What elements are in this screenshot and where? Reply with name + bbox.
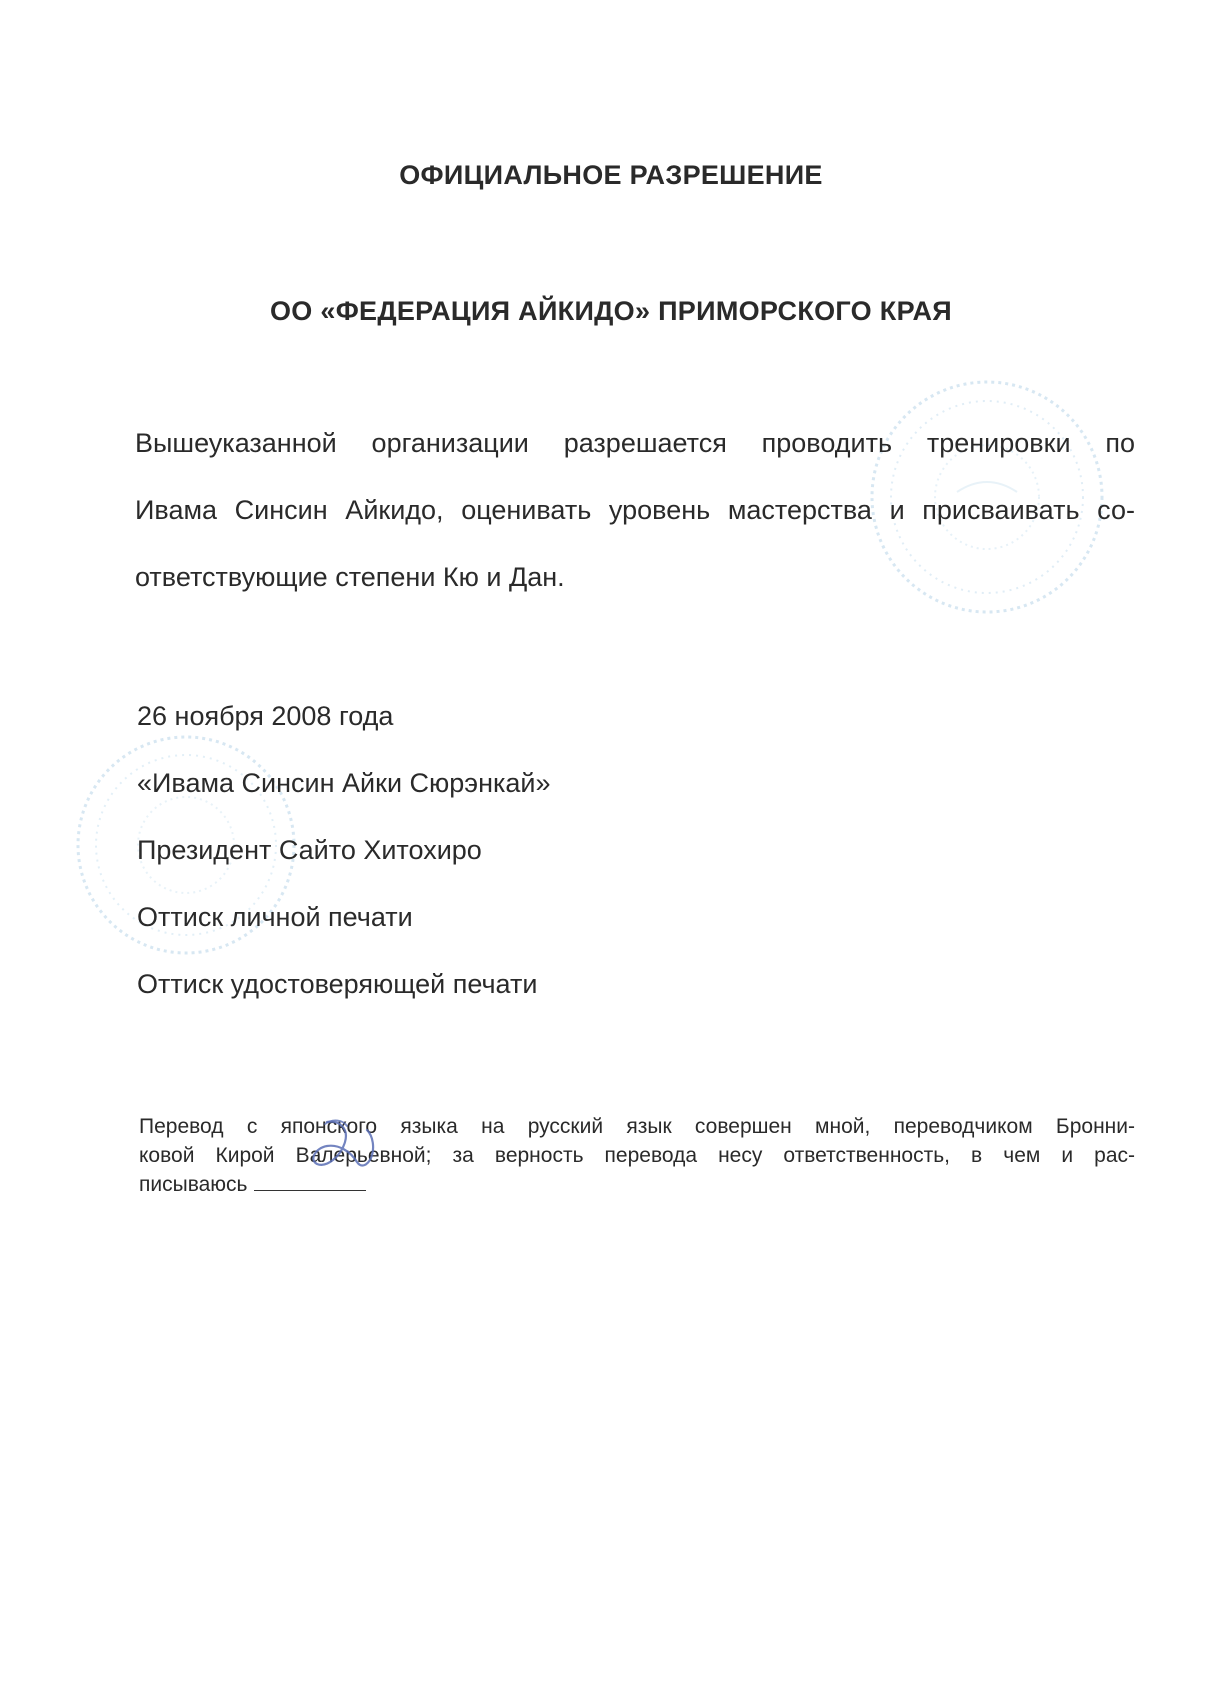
permission-paragraph — [135, 410, 1135, 611]
issuer-block — [137, 698, 551, 1033]
translator-line-text: писываюсь — [139, 1173, 248, 1196]
organization-title: ОО «ФЕДЕРАЦИЯ АЙКИДО» ПРИМОРСКОГО КРАЯ — [269, 296, 953, 326]
translator-line: Перевод с японского языка на русский язык совершен мной, переводчиком Бронни- — [139, 1115, 1135, 1138]
paragraph-line: Ивама Синсин Айкидо, оценивать уровень мастерства и присваивать со- — [135, 495, 1135, 525]
paragraph-line: ответствующие степени Кю и Дан. — [135, 562, 565, 592]
translator-line: ковой Кирой Валерьевной; за верность перевода несу ответственность, в чем и рас- — [139, 1144, 1135, 1167]
issue-date: 26 ноября 2008 года — [137, 701, 394, 731]
certifying-seal-label: Оттиск удостоверяющей печати — [137, 969, 538, 999]
personal-seal-label: Оттиск личной печати — [137, 902, 413, 932]
president-name: Президент Сайто Хитохиро — [137, 835, 482, 865]
signature-line — [254, 1174, 366, 1191]
translator-certification — [139, 1112, 1135, 1199]
document-title: ОФИЦИАЛЬНОЕ РАЗРЕШЕНИЕ — [399, 160, 823, 190]
issuer-name: «Ивама Синсин Айки Сюрэнкай» — [137, 768, 551, 798]
translator-line-last — [139, 1170, 1135, 1199]
paragraph-line: Вышеуказанной организации разрешается проводить тренировки по — [135, 428, 1135, 458]
